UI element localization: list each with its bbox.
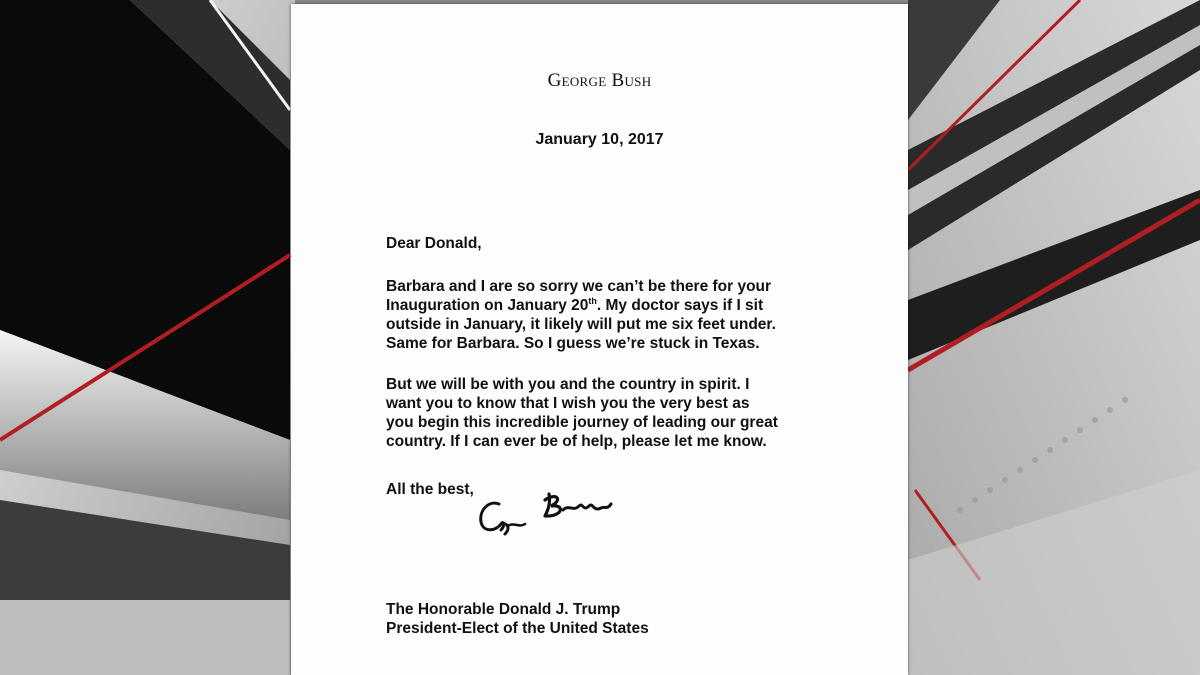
paragraph-2 (386, 375, 846, 451)
addressee-name: The Honorable Donald J. Trump (386, 601, 621, 618)
paragraph-line: Barbara and I are so sorry we can’t be there for your (386, 278, 772, 295)
ordinal-suffix: th (588, 295, 597, 306)
letter-page (291, 4, 908, 675)
paragraph-line: Inauguration on January 20th. My doctor says if I sit (386, 295, 764, 314)
letterhead: George Bush (547, 70, 652, 91)
salutation: Dear Donald, (386, 235, 482, 252)
paragraph-line: outside in January, it likely will put me six feet under. (386, 316, 776, 333)
addressee-title: President-Elect of the United States (386, 620, 649, 637)
paragraph-line: But we will be with you and the country in spirit. I (386, 376, 750, 393)
paragraph-1 (386, 277, 846, 353)
paragraph-line: country. If I can ever be of help, please let me know. (386, 433, 767, 450)
letter-date: January 10, 2017 (535, 131, 664, 148)
closing: All the best, (386, 481, 474, 498)
handwritten-signature (471, 482, 631, 542)
paragraph-line: want you to know that I wish you the very best as (386, 395, 750, 412)
addressee-block (386, 600, 846, 638)
paragraph-line: you begin this incredible journey of leading our great (386, 414, 778, 431)
paragraph-line: Same for Barbara. So I guess we’re stuck in Texas. (386, 335, 760, 352)
